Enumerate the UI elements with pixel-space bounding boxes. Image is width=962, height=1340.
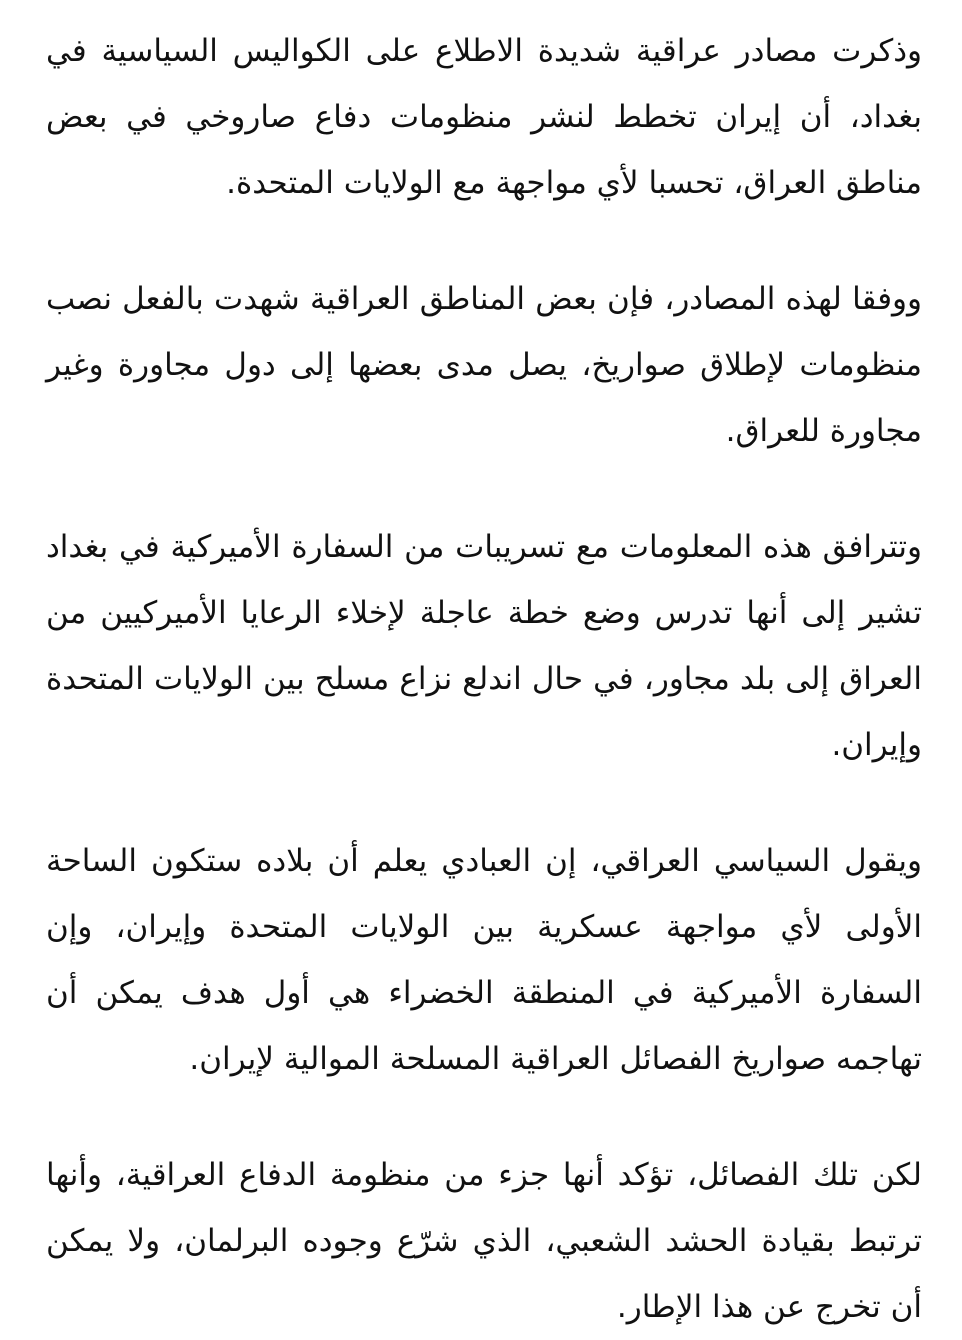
paragraph-3: وتترافق هذه المعلومات مع تسريبات من السفارة الأميركية في بغداد تشير إلى أنها تدرس وضع خطة عاجلة لإخلاء الرعايا الأميركيين من العراق إلى بلد مجاور، في حال اندلع نزاع مسلح بين الولايات المتحدة وإيران.: [46, 529, 922, 763]
paragraph-5: لكن تلك الفصائل، تؤكد أنها جزء من منظومة الدفاع العراقية، وأنها ترتبط بقيادة الحشد الشعبي، الذي شرّع وجوده البرلمان، ولا يمكن أن تخرج عن هذا الإطار.: [46, 1157, 922, 1325]
paragraph-2: ووفقا لهذه المصادر، فإن بعض المناطق العراقية شهدت بالفعل نصب منظومات لإطلاق صواريخ، يصل مدى بعضها إلى دول مجاورة وغير مجاورة للعراق.: [46, 281, 922, 449]
paragraph-4: ويقول السياسي العراقي، إن العبادي يعلم أن بلاده ستكون الساحة الأولى لأي مواجهة عسكرية بين الولايات المتحدة وإيران، وإن السفارة الأميركية في المنطقة الخضراء هي أول هدف يمكن أن تهاجمه صواريخ الفصائل العراقية المسلحة الموالية لإيران.: [46, 843, 922, 1077]
paragraph-1: وذكرت مصادر عراقية شديدة الاطلاع على الكواليس السياسية في بغداد، أن إيران تخطط لنشر منظومات دفاع صاروخي في بعض مناطق العراق، تحسبا لأي مواجهة مع الولايات المتحدة.: [46, 33, 922, 201]
